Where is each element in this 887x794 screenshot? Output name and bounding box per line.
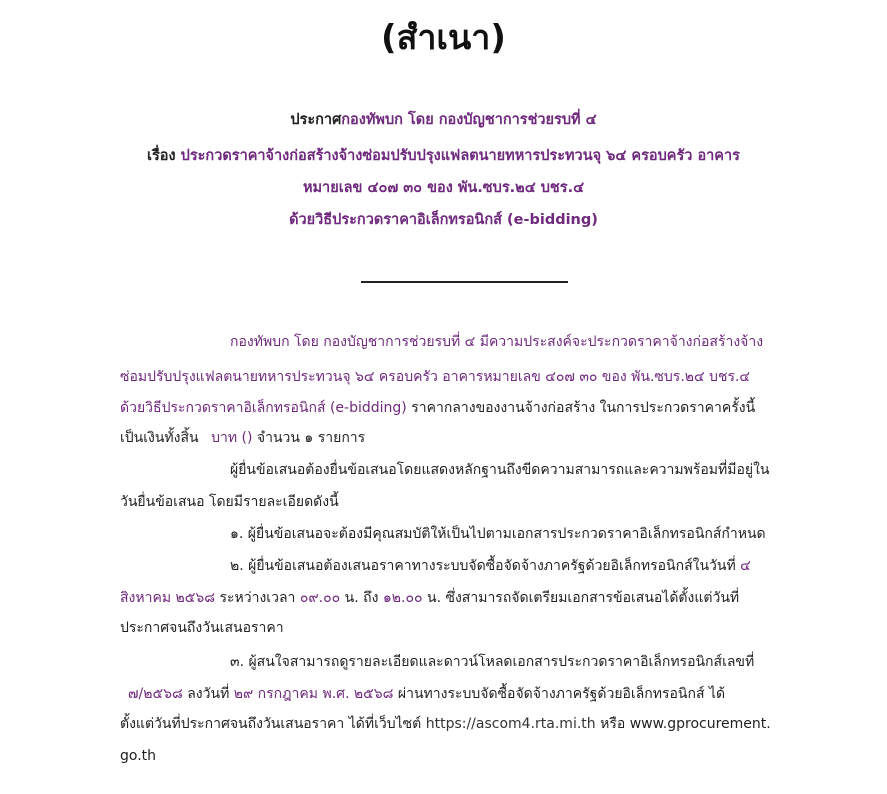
item-2-day: ๔ bbox=[740, 558, 751, 574]
requirement-item-2-line-1 bbox=[120, 555, 810, 577]
item-2-end-time: ๑๒.๐๐ bbox=[382, 590, 423, 606]
item-2-month-year: สิงหาคม ๒๕๖๘ bbox=[120, 590, 216, 606]
currency-text: บาท () bbox=[211, 430, 253, 446]
requirement-item-3-line-4: go.th bbox=[120, 748, 157, 764]
requirement-item-2-line-3: ประกาศจนถึงวันเสนอราคา bbox=[120, 620, 284, 636]
announcement-heading-line1 bbox=[0, 110, 887, 130]
announcement-heading-line2 bbox=[0, 146, 887, 166]
requirement-item-3-line-2 bbox=[120, 683, 810, 705]
announcement-heading-line3: หมายเลข ๔๐๗ ๓๐ ของ พัน.ซบร.๒๔ บชร.๔ bbox=[302, 180, 585, 196]
subject-text: ประกวดราคาจ้างก่อสร้างจ้างซ่อมปรับปรุงแฟลตนายทหารประทวนจุ ๖๔ ครอบครัว อาคาร bbox=[180, 148, 740, 164]
requirement-item-3-line-3 bbox=[120, 713, 810, 735]
method-text: ด้วยวิธีประกวดราคาอิเล็กทรอนิกส์ (e-bidding) bbox=[120, 400, 407, 416]
paragraph-2-line-2: วันยื่นข้อเสนอ โดยมีรายละเอียดดังนี้ bbox=[120, 494, 339, 510]
paragraph-1-line-4 bbox=[120, 427, 810, 449]
item-3-website-label: ตั้งแต่วันที่ประกาศจนถึงวันเสนอราคา ได้ที่เว็บไซต์ bbox=[120, 716, 426, 732]
paragraph-1-line-2: ซ่อมปรับปรุงแฟลตนายทหารประทวนจุ ๖๔ ครอบครัว อาคารหมายเลข ๔๐๗ ๓๐ ของ พัน.ซบร.๒๔ บชร.๔ bbox=[120, 369, 751, 385]
gprocurement-website-text[interactable]: หรือ www.gprocurement. bbox=[595, 716, 771, 732]
document-date: ๒๙ กรกฎาคม พ.ศ. ๒๕๖๘ bbox=[233, 686, 394, 702]
dated-label: ลงวันที่ bbox=[182, 686, 234, 702]
paragraph-1-line-3 bbox=[120, 397, 810, 419]
subject-prefix: เรื่อง bbox=[147, 148, 176, 164]
heading-prefix: ประกาศ bbox=[290, 112, 342, 128]
item-count-text: จำนวน ๑ รายการ bbox=[256, 430, 366, 446]
item-2-time-label: ระหว่างเวลา bbox=[215, 590, 300, 606]
document-number: ๗/๒๕๖๘ bbox=[128, 686, 183, 702]
paragraph-1-line-1: กองทัพบก โดย กองบัญชาการช่วยรบที่ ๔ มีความประสงค์จะประกวดราคาจ้างก่อสร้างจ้าง bbox=[230, 334, 764, 350]
item-2-to-label: น. ถึง bbox=[340, 590, 383, 606]
requirement-item-2-line-2 bbox=[120, 587, 810, 609]
ascom4-website-link[interactable]: https://ascom4.rta.mi.th bbox=[425, 716, 596, 732]
heading-organization: กองทัพบก โดย กองบัญชาการช่วยรบที่ ๔ bbox=[341, 112, 597, 128]
item-2-tail: น. ซึ่งสามารถจัดเตรียมเอกสารข้อเสนอได้ตั้งแต่วันที่ bbox=[422, 590, 740, 606]
paragraph-2-line-1: ผู้ยื่นข้อเสนอต้องยื่นข้อเสนอโดยแสดงหลักฐานถึงขีดความสามารถและความพร้อมที่มีอยู่ใน bbox=[230, 462, 770, 478]
median-price-text: ราคากลางของงานจ้างก่อสร้าง ในการประกวดราคาครั้งนี้ bbox=[406, 400, 756, 416]
heading-divider bbox=[361, 281, 568, 283]
item-2-text: ๒. ผู้ยื่นข้อเสนอต้องเสนอราคาทางระบบจัดซื้อจัดจ้างภาครัฐด้วยอิเล็กทรอนิกส์ในวันที่ bbox=[230, 558, 736, 574]
item-3-system-text: ผ่านทางระบบจัดซื้อจัดจ้างภาครัฐด้วยอิเล็กทรอนิกส์ ได้ bbox=[393, 686, 726, 702]
item-2-start-time: ๐๙.๐๐ bbox=[299, 590, 341, 606]
copy-stamp-title: (สำเนา) bbox=[381, 18, 506, 58]
announcement-heading-line4: ด้วยวิธีประกวดราคาอิเล็กทรอนิกส์ (e-bidding) bbox=[289, 212, 598, 228]
total-amount-label: เป็นเงินทั้งสิ้น bbox=[120, 430, 199, 446]
requirement-item-1: ๑. ผู้ยื่นข้อเสนอจะต้องมีคุณสมบัติให้เป็นไปตามเอกสารประกวดราคาอิเล็กทรอนิกส์กำหนด bbox=[230, 526, 766, 542]
requirement-item-3-line-1: ๓. ผู้สนใจสามารถดูรายละเอียดและดาวน์โหลดเอกสารประกวดราคาอิเล็กทรอนิกส์เลขที่ bbox=[230, 654, 755, 670]
